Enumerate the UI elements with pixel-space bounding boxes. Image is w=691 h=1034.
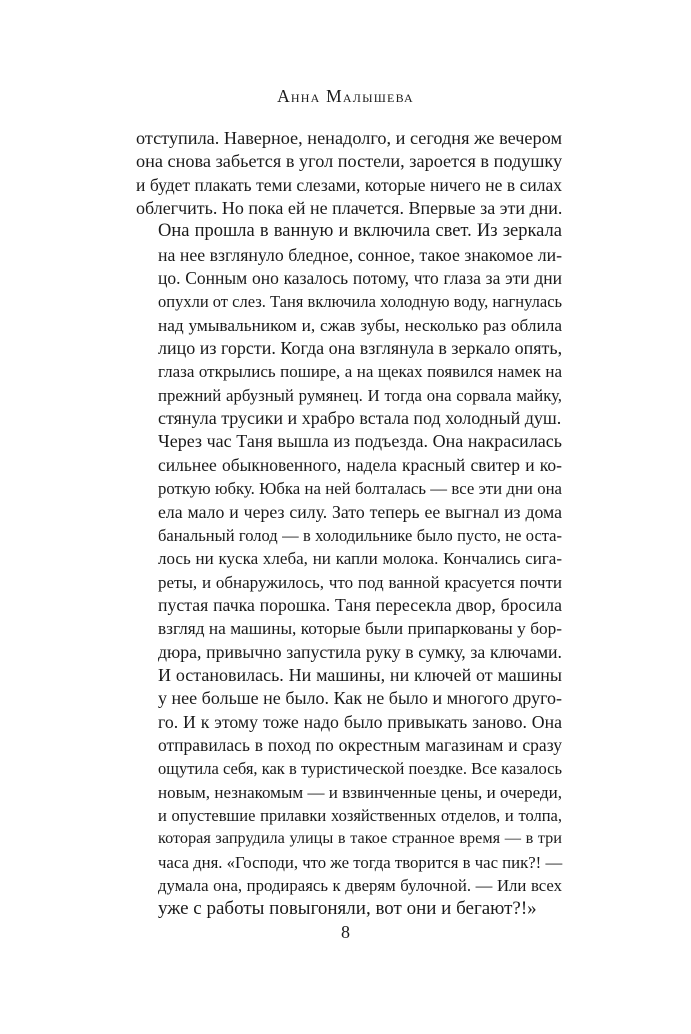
body-text	[136, 127, 562, 921]
paragraph	[136, 220, 562, 430]
text-line: глаза открылись пошире, а на щеках появился намек на	[158, 362, 562, 382]
text-line: на нее взглянуло бледное, сонное, такое знакомое ли-	[158, 244, 562, 265]
text-line: реты, и обнаружилось, что под ванной красуется почти	[158, 572, 562, 592]
text-line: и опустевшие прилавки хозяйственных отделов, и толпа,	[158, 805, 562, 825]
text-line: роткую юбку. Юбка на ней болталась — все эти дни она	[158, 479, 562, 499]
text-line: у нее больше не было. Как не было и многого друго-	[158, 688, 562, 709]
text-line: которая запрудила улицы в такое странное время — в три	[158, 829, 562, 848]
text-line: над умывальником и, сжав зубы, несколько раз облила	[158, 315, 562, 335]
text-line: взгляд на машины, которые были припаркованы у бор-	[158, 619, 562, 639]
text-line: ощутила себя, как в туристической поездке. Все казалось	[158, 759, 562, 779]
paragraph	[136, 430, 562, 920]
text-line: го. И к этому тоже надо было привыкать заново. Она	[158, 711, 562, 732]
text-line: пустая пачка порошка. Таня пересекла двор, бросила	[158, 594, 562, 615]
text-line: облегчить. Но пока ей не плачется. Впервые за эти дни.	[136, 198, 563, 219]
running-head-author: Анна Малышева	[277, 86, 414, 106]
text-line: Через час Таня вышла из подъезда. Она накрасилась	[158, 431, 562, 452]
text-line: дюра, привычно запустила руку в сумку, за ключами.	[158, 641, 562, 662]
text-line: лицо из горсти. Когда она взглянула в зеркало опять,	[158, 338, 563, 359]
text-line: ела мало и через силу. Зато теперь ее выгнал из дома	[158, 501, 562, 522]
text-line: отступила. Наверное, ненадолго, и сегодня же вечером	[136, 128, 562, 148]
text-line: она снова забьется в угол постели, зароется в подушку	[136, 151, 563, 172]
text-line: банальный голод — в холодильнике было пусто, не оста-	[158, 525, 562, 545]
text-line: лось ни куска хлеба, ни капли молока. Кончались сига-	[158, 549, 562, 569]
text-line: цо. Сонным оно казалось потому, что глаза за эти дни	[158, 268, 562, 289]
text-line: думала она, продираясь к дверям булочной. — Или всех	[158, 876, 562, 895]
text-line: Она прошла в ванную и включила свет. Из зеркала	[158, 221, 562, 242]
text-line: часа дня. «Господи, что же тогда творится в час пик?! —	[158, 852, 563, 872]
text-line: новым, незнакомым — и взвинченные цены, и очереди,	[158, 782, 562, 802]
paragraph	[136, 127, 562, 220]
text-line: прежний арбузный румянец. И тогда она сорвала майку,	[158, 385, 562, 405]
text-line: сильнее обыкновенного, надела красный свитер и ко-	[158, 454, 562, 475]
page-number: 8	[341, 922, 350, 942]
text-line: И остановилась. Ни машины, ни ключей от машины	[158, 664, 562, 685]
text-line: опухли от слез. Таня включила холодную воду, нагнулась	[158, 292, 563, 312]
text-line: уже с работы повыгоняли, вот они и бегают?!»	[158, 898, 537, 920]
text-line: отправилась в поход по окрестным магазинам и сразу	[158, 734, 562, 755]
text-line: стянула трусики и храбро встала под холодный душ.	[158, 408, 562, 429]
text-line: и будет плакать теми слезами, которые ничего не в силах	[136, 174, 562, 195]
